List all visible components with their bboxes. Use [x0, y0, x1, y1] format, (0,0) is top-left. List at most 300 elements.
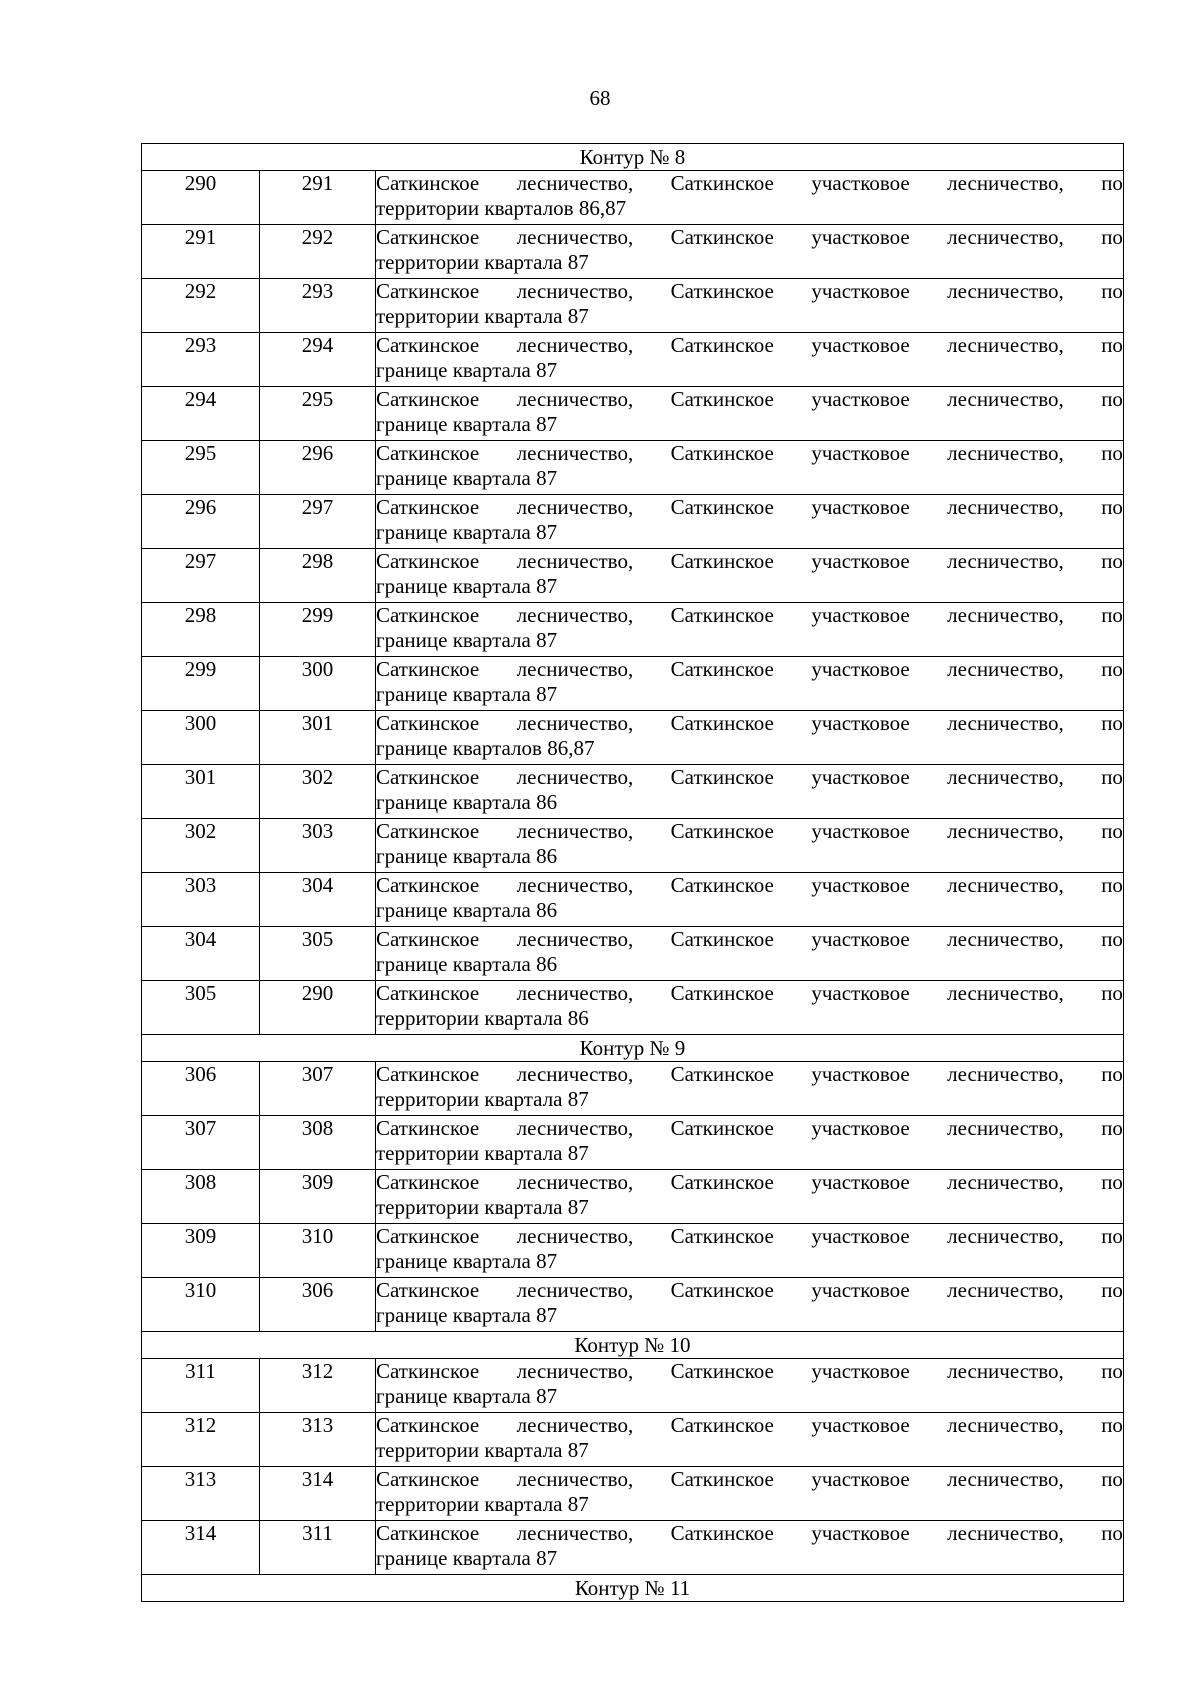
- description-word: Саткинское: [376, 657, 480, 681]
- boundary-description-cell: [376, 333, 1124, 387]
- point-from-cell: 307: [142, 1116, 260, 1170]
- description-word: лесничество,: [516, 927, 634, 951]
- description-word: участковое: [811, 171, 910, 195]
- description-word: Саткинское: [376, 225, 480, 249]
- point-to-cell: 294: [260, 333, 376, 387]
- description-word: участковое: [811, 333, 910, 357]
- description-word: Саткинское: [670, 1467, 774, 1491]
- description-line-2: границе квартала 86: [376, 789, 558, 814]
- description-word: участковое: [811, 279, 910, 303]
- description-word: по: [1101, 1224, 1123, 1248]
- description-word: Саткинское: [670, 603, 774, 627]
- description-line-2: границе квартала 86: [376, 951, 558, 976]
- description-word: участковое: [811, 225, 910, 249]
- description-word: лесничество,: [947, 279, 1064, 303]
- description-word: лесничество,: [516, 1224, 634, 1248]
- description-word: лесничество,: [947, 1359, 1064, 1383]
- description-word: по: [1101, 1278, 1123, 1302]
- contour-header-row: [142, 1332, 1124, 1359]
- description-word: Саткинское: [376, 387, 480, 411]
- description-line-1: [376, 279, 1123, 304]
- description-word: участковое: [811, 495, 910, 519]
- description-word: лесничество,: [947, 1224, 1064, 1248]
- description-word: по: [1101, 873, 1123, 897]
- description-word: Саткинское: [670, 765, 774, 789]
- point-from-cell: 291: [142, 225, 260, 279]
- description-word: лесничество,: [947, 495, 1064, 519]
- boundary-description-cell: [376, 441, 1124, 495]
- description-word: участковое: [811, 927, 910, 951]
- description-word: Саткинское: [376, 1278, 480, 1302]
- description-word: по: [1101, 711, 1123, 735]
- description-word: лесничество,: [947, 873, 1064, 897]
- description-line-2: границе квартала 87: [376, 411, 558, 436]
- description-word: Саткинское: [670, 549, 774, 573]
- boundary-table: [141, 143, 1124, 1602]
- description-word: Саткинское: [670, 441, 774, 465]
- description-word: участковое: [811, 819, 910, 843]
- description-word: лесничество,: [516, 1413, 634, 1437]
- description-line-1: [376, 1521, 1123, 1546]
- description-word: Саткинское: [670, 171, 774, 195]
- description-word: лесничество,: [947, 765, 1064, 789]
- description-word: лесничество,: [516, 873, 634, 897]
- point-from-cell: 304: [142, 927, 260, 981]
- description-line-2: территории квартала 87: [376, 1194, 589, 1219]
- description-word: лесничество,: [516, 171, 634, 195]
- description-line-1: [376, 1062, 1123, 1087]
- description-word: Саткинское: [670, 225, 774, 249]
- description-line-2: территории квартала 87: [376, 1437, 589, 1462]
- description-word: по: [1101, 549, 1123, 573]
- point-from-cell: 311: [142, 1359, 260, 1413]
- description-line-1: [376, 387, 1123, 412]
- description-word: участковое: [811, 1521, 910, 1545]
- description-word: Саткинское: [376, 765, 480, 789]
- point-to-cell: 308: [260, 1116, 376, 1170]
- description-line-1: [376, 333, 1123, 358]
- description-line-1: [376, 1359, 1123, 1384]
- description-line-2: территории квартала 87: [376, 1491, 589, 1516]
- description-word: участковое: [811, 981, 910, 1005]
- description-word: участковое: [811, 1278, 910, 1302]
- description-word: участковое: [811, 657, 910, 681]
- description-line-2: границе квартала 87: [376, 681, 558, 706]
- description-word: участковое: [811, 1062, 910, 1086]
- description-word: Саткинское: [670, 927, 774, 951]
- boundary-description-cell: [376, 1278, 1124, 1332]
- description-line-2: территории квартала 86: [376, 1005, 589, 1030]
- description-line-1: [376, 1413, 1123, 1438]
- point-from-cell: 295: [142, 441, 260, 495]
- table-row: [142, 657, 1124, 711]
- description-word: участковое: [811, 765, 910, 789]
- table-row: [142, 1062, 1124, 1116]
- description-word: лесничество,: [516, 981, 634, 1005]
- description-word: Саткинское: [376, 873, 480, 897]
- description-word: лесничество,: [947, 441, 1064, 465]
- description-word: участковое: [811, 1467, 910, 1491]
- description-line-1: [376, 765, 1123, 790]
- table-row: [142, 711, 1124, 765]
- contour-title: Контур № 10: [142, 1332, 1124, 1359]
- page-number: 68: [589, 86, 611, 110]
- description-word: Саткинское: [670, 1224, 774, 1248]
- description-line-2: территории квартала 87: [376, 1086, 589, 1111]
- description-word: по: [1101, 1413, 1123, 1437]
- description-line-1: [376, 981, 1123, 1006]
- table-row: [142, 171, 1124, 225]
- description-line-2: границе квартала 87: [376, 1302, 558, 1327]
- description-word: лесничество,: [516, 1521, 634, 1545]
- point-from-cell: 313: [142, 1467, 260, 1521]
- description-line-1: [376, 819, 1123, 844]
- contour-header-row: [142, 1575, 1124, 1602]
- description-word: по: [1101, 279, 1123, 303]
- description-word: лесничество,: [947, 171, 1064, 195]
- description-word: участковое: [811, 1413, 910, 1437]
- boundary-description-cell: [376, 1521, 1124, 1575]
- description-word: лесничество,: [947, 549, 1064, 573]
- description-word: лесничество,: [947, 603, 1064, 627]
- description-line-1: [376, 1224, 1123, 1249]
- point-from-cell: 297: [142, 549, 260, 603]
- description-word: участковое: [811, 1116, 910, 1140]
- boundary-description-cell: [376, 927, 1124, 981]
- description-word: участковое: [811, 711, 910, 735]
- description-word: Саткинское: [376, 1062, 480, 1086]
- description-word: Саткинское: [670, 981, 774, 1005]
- table-row: [142, 441, 1124, 495]
- table-row: [142, 927, 1124, 981]
- contour-title: Контур № 11: [142, 1575, 1124, 1602]
- description-word: Саткинское: [376, 171, 480, 195]
- description-line-2: границе квартала 86: [376, 897, 558, 922]
- description-line-1: [376, 495, 1123, 520]
- boundary-description-cell: [376, 549, 1124, 603]
- description-word: по: [1101, 225, 1123, 249]
- description-word: Саткинское: [670, 711, 774, 735]
- description-word: Саткинское: [376, 1224, 480, 1248]
- point-from-cell: 301: [142, 765, 260, 819]
- description-word: лесничество,: [516, 1170, 634, 1194]
- description-line-1: [376, 711, 1123, 736]
- description-line-2: территории квартала 87: [376, 249, 589, 274]
- description-word: лесничество,: [516, 1467, 634, 1491]
- description-word: лесничество,: [516, 333, 634, 357]
- point-to-cell: 304: [260, 873, 376, 927]
- description-word: Саткинское: [376, 981, 480, 1005]
- description-word: лесничество,: [947, 1170, 1064, 1194]
- description-word: лесничество,: [947, 387, 1064, 411]
- description-word: Саткинское: [376, 495, 480, 519]
- point-from-cell: 306: [142, 1062, 260, 1116]
- description-line-1: [376, 603, 1123, 628]
- description-word: лесничество,: [947, 927, 1064, 951]
- boundary-description-cell: [376, 171, 1124, 225]
- description-word: лесничество,: [516, 603, 634, 627]
- table-row: [142, 765, 1124, 819]
- point-from-cell: 296: [142, 495, 260, 549]
- description-word: лесничество,: [947, 711, 1064, 735]
- point-to-cell: 309: [260, 1170, 376, 1224]
- description-word: по: [1101, 1170, 1123, 1194]
- description-word: лесничество,: [516, 1062, 634, 1086]
- description-word: Саткинское: [670, 1170, 774, 1194]
- boundary-description-cell: [376, 1467, 1124, 1521]
- description-line-1: [376, 171, 1123, 196]
- boundary-description-cell: [376, 657, 1124, 711]
- description-word: участковое: [811, 873, 910, 897]
- boundary-description-cell: [376, 1170, 1124, 1224]
- description-line-1: [376, 873, 1123, 898]
- description-word: лесничество,: [516, 495, 634, 519]
- description-word: лесничество,: [947, 333, 1064, 357]
- description-line-2: границе квартала 86: [376, 843, 558, 868]
- point-from-cell: 308: [142, 1170, 260, 1224]
- point-to-cell: 307: [260, 1062, 376, 1116]
- table-row: [142, 1116, 1124, 1170]
- description-line-1: [376, 927, 1123, 952]
- point-from-cell: 293: [142, 333, 260, 387]
- point-from-cell: 309: [142, 1224, 260, 1278]
- description-line-1: [376, 225, 1123, 250]
- point-from-cell: 310: [142, 1278, 260, 1332]
- point-to-cell: 297: [260, 495, 376, 549]
- description-word: лесничество,: [947, 1116, 1064, 1140]
- description-word: лесничество,: [516, 1278, 634, 1302]
- table-row: [142, 549, 1124, 603]
- description-line-1: [376, 1170, 1123, 1195]
- point-to-cell: 306: [260, 1278, 376, 1332]
- description-word: Саткинское: [376, 1116, 480, 1140]
- boundary-description-cell: [376, 765, 1124, 819]
- boundary-description-cell: [376, 1224, 1124, 1278]
- point-from-cell: 302: [142, 819, 260, 873]
- description-word: участковое: [811, 387, 910, 411]
- description-line-2: территории кварталов 86,87: [376, 195, 627, 220]
- boundary-description-cell: [376, 225, 1124, 279]
- description-word: лесничество,: [947, 657, 1064, 681]
- point-to-cell: 298: [260, 549, 376, 603]
- description-word: Саткинское: [376, 1359, 480, 1383]
- point-to-cell: 314: [260, 1467, 376, 1521]
- description-word: лесничество,: [516, 1359, 634, 1383]
- point-to-cell: 291: [260, 171, 376, 225]
- description-word: Саткинское: [670, 1359, 774, 1383]
- description-word: лесничество,: [947, 1062, 1064, 1086]
- description-line-1: [376, 1116, 1123, 1141]
- point-from-cell: 305: [142, 981, 260, 1035]
- description-word: по: [1101, 603, 1123, 627]
- point-from-cell: 312: [142, 1413, 260, 1467]
- description-word: Саткинское: [670, 279, 774, 303]
- description-word: Саткинское: [670, 495, 774, 519]
- point-to-cell: 299: [260, 603, 376, 657]
- boundary-description-cell: [376, 1413, 1124, 1467]
- point-from-cell: 294: [142, 387, 260, 441]
- description-word: по: [1101, 1062, 1123, 1086]
- point-from-cell: 298: [142, 603, 260, 657]
- description-word: по: [1101, 1116, 1123, 1140]
- point-to-cell: 302: [260, 765, 376, 819]
- boundary-description-cell: [376, 873, 1124, 927]
- point-to-cell: 300: [260, 657, 376, 711]
- contour-header-row: [142, 144, 1124, 171]
- description-word: Саткинское: [670, 1116, 774, 1140]
- description-line-2: границе квартала 87: [376, 573, 558, 598]
- contour-header-row: [142, 1035, 1124, 1062]
- description-word: по: [1101, 657, 1123, 681]
- description-word: Саткинское: [376, 603, 480, 627]
- contour-title: Контур № 9: [142, 1035, 1124, 1062]
- description-line-2: территории квартала 87: [376, 1140, 589, 1165]
- description-word: лесничество,: [947, 1413, 1064, 1437]
- table-row: [142, 1359, 1124, 1413]
- point-to-cell: 301: [260, 711, 376, 765]
- description-line-2: границе квартала 87: [376, 1383, 558, 1408]
- description-word: Саткинское: [376, 1170, 480, 1194]
- boundary-description-cell: [376, 711, 1124, 765]
- description-word: лесничество,: [947, 819, 1064, 843]
- description-word: лесничество,: [947, 1521, 1064, 1545]
- description-word: участковое: [811, 1224, 910, 1248]
- description-word: лесничество,: [516, 549, 634, 573]
- description-word: Саткинское: [376, 711, 480, 735]
- description-word: участковое: [811, 1170, 910, 1194]
- point-from-cell: 290: [142, 171, 260, 225]
- description-word: Саткинское: [376, 1521, 480, 1545]
- description-word: лесничество,: [516, 819, 634, 843]
- description-line-2: границе квартала 87: [376, 357, 558, 382]
- description-word: Саткинское: [376, 927, 480, 951]
- description-word: по: [1101, 927, 1123, 951]
- description-word: Саткинское: [670, 657, 774, 681]
- table-row: [142, 981, 1124, 1035]
- description-word: лесничество,: [516, 711, 634, 735]
- description-line-1: [376, 657, 1123, 682]
- description-word: по: [1101, 441, 1123, 465]
- description-line-1: [376, 1467, 1123, 1492]
- description-word: по: [1101, 1359, 1123, 1383]
- table-row: [142, 279, 1124, 333]
- point-from-cell: 292: [142, 279, 260, 333]
- description-word: Саткинское: [376, 549, 480, 573]
- description-word: лесничество,: [516, 225, 634, 249]
- description-word: лесничество,: [947, 1278, 1064, 1302]
- table-row: [142, 387, 1124, 441]
- description-word: участковое: [811, 441, 910, 465]
- point-to-cell: 313: [260, 1413, 376, 1467]
- description-word: лесничество,: [947, 981, 1064, 1005]
- description-word: по: [1101, 495, 1123, 519]
- boundary-description-cell: [376, 1062, 1124, 1116]
- description-word: лесничество,: [516, 279, 634, 303]
- description-word: участковое: [811, 603, 910, 627]
- boundary-description-cell: [376, 981, 1124, 1035]
- description-word: по: [1101, 171, 1123, 195]
- description-word: лесничество,: [516, 765, 634, 789]
- table-row: [142, 1170, 1124, 1224]
- table-row: [142, 1278, 1124, 1332]
- description-word: Саткинское: [670, 819, 774, 843]
- boundary-description-cell: [376, 495, 1124, 549]
- boundary-description-cell: [376, 387, 1124, 441]
- description-line-1: [376, 1278, 1123, 1303]
- description-word: по: [1101, 333, 1123, 357]
- table-row: [142, 1413, 1124, 1467]
- table-row: [142, 819, 1124, 873]
- description-word: участковое: [811, 549, 910, 573]
- point-to-cell: 312: [260, 1359, 376, 1413]
- description-word: по: [1101, 387, 1123, 411]
- point-to-cell: 311: [260, 1521, 376, 1575]
- boundary-description-cell: [376, 603, 1124, 657]
- description-word: лесничество,: [516, 441, 634, 465]
- description-word: Саткинское: [670, 1278, 774, 1302]
- boundary-description-cell: [376, 1359, 1124, 1413]
- point-from-cell: 314: [142, 1521, 260, 1575]
- description-line-2: границе кварталов 86,87: [376, 735, 595, 760]
- description-word: Саткинское: [376, 1467, 480, 1491]
- point-from-cell: 299: [142, 657, 260, 711]
- table-row: [142, 873, 1124, 927]
- description-word: по: [1101, 1467, 1123, 1491]
- point-to-cell: 303: [260, 819, 376, 873]
- description-word: Саткинское: [376, 279, 480, 303]
- table-row: [142, 1224, 1124, 1278]
- description-word: по: [1101, 765, 1123, 789]
- table-row: [142, 225, 1124, 279]
- point-to-cell: 295: [260, 387, 376, 441]
- point-to-cell: 296: [260, 441, 376, 495]
- table-row: [142, 333, 1124, 387]
- boundary-description-cell: [376, 819, 1124, 873]
- point-to-cell: 293: [260, 279, 376, 333]
- description-word: Саткинское: [670, 387, 774, 411]
- boundary-description-cell: [376, 279, 1124, 333]
- description-word: по: [1101, 981, 1123, 1005]
- description-word: Саткинское: [670, 873, 774, 897]
- description-word: лесничество,: [947, 225, 1064, 249]
- point-to-cell: 290: [260, 981, 376, 1035]
- description-line-2: границе квартала 87: [376, 465, 558, 490]
- description-word: лесничество,: [516, 657, 634, 681]
- table-row: [142, 495, 1124, 549]
- description-word: Саткинское: [670, 1062, 774, 1086]
- description-line-2: границе квартала 87: [376, 519, 558, 544]
- table-row: [142, 1521, 1124, 1575]
- description-word: Саткинское: [376, 333, 480, 357]
- description-word: лесничество,: [516, 387, 634, 411]
- description-line-2: границе квартала 87: [376, 1545, 558, 1570]
- description-word: по: [1101, 819, 1123, 843]
- description-word: лесничество,: [947, 1467, 1064, 1491]
- description-word: лесничество,: [516, 1116, 634, 1140]
- description-word: Саткинское: [376, 1413, 480, 1437]
- table-row: [142, 1467, 1124, 1521]
- point-to-cell: 305: [260, 927, 376, 981]
- point-to-cell: 310: [260, 1224, 376, 1278]
- table-row: [142, 603, 1124, 657]
- point-to-cell: 292: [260, 225, 376, 279]
- point-from-cell: 303: [142, 873, 260, 927]
- description-line-2: границе квартала 87: [376, 1248, 558, 1273]
- boundary-description-cell: [376, 1116, 1124, 1170]
- description-word: Саткинское: [376, 819, 480, 843]
- description-line-2: территории квартала 87: [376, 303, 589, 328]
- description-word: Саткинское: [670, 1413, 774, 1437]
